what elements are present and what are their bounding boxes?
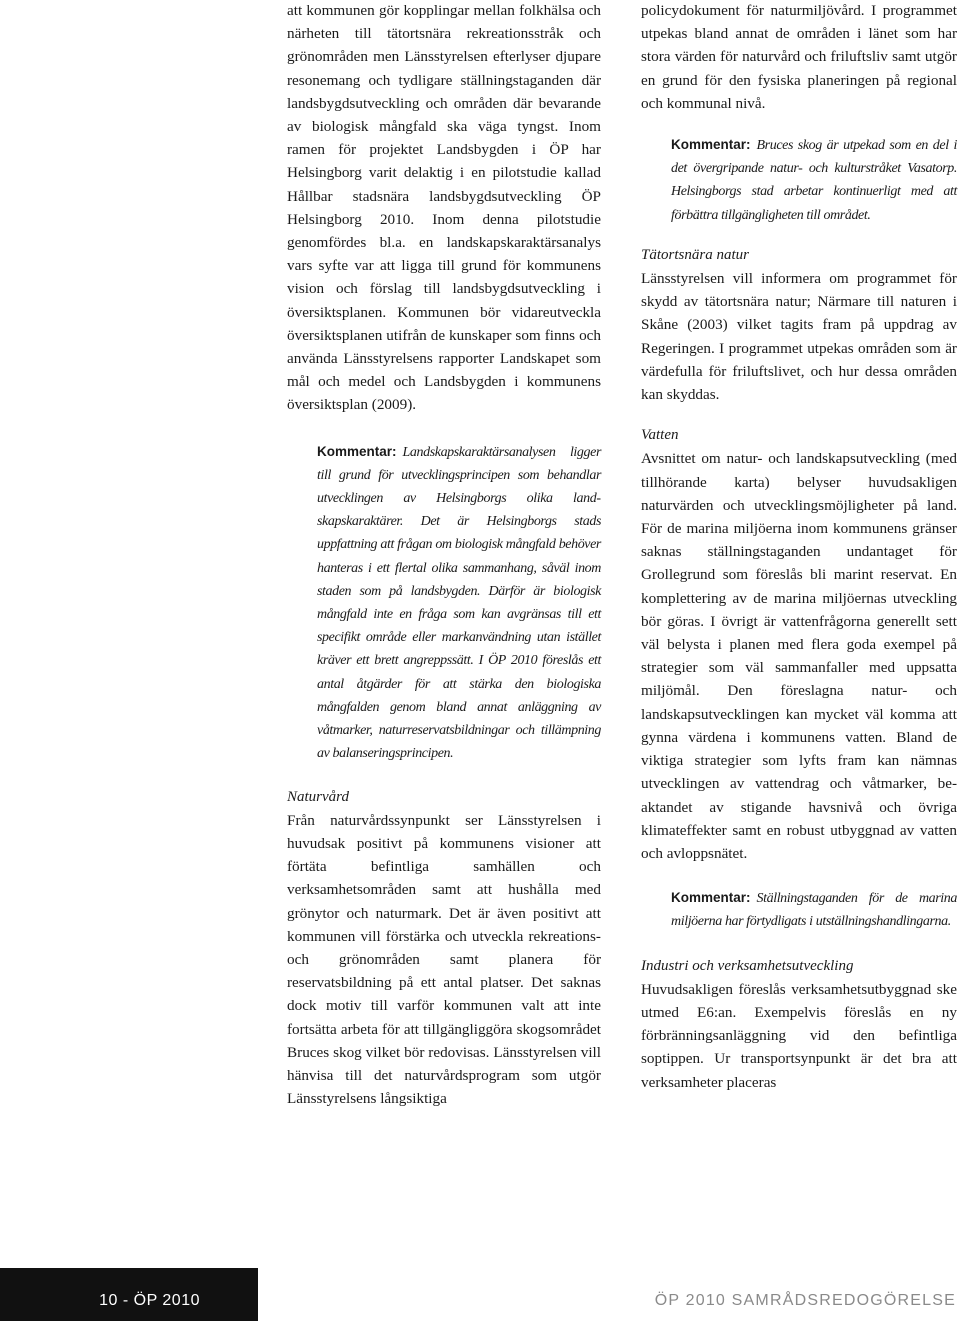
right-paragraph-4: Huvudsakligen föreslås verksamhetsutbyggnad ske utmed E6:an. Exempelvis föreslås en ny förbränningsanläggning vid den befintliga soptippen. Ur transportsynpunkt är det bra att verksamheter placeras	[641, 980, 957, 1091]
left-column	[287, 0, 601, 1110]
page-number-label: 10 - ÖP 2010	[99, 1292, 200, 1309]
left-paragraph-1: att kommunen gör kopplingar mellan folkhälsa och närheten till tätortsnära rekreationsstråk och grönområden men Länsstyrelsen efterlyser djupare resonemang och tydligare ställningstaganden där landsbygdsutveckling och områden där bevarande av biologisk mångfald ska väga tyngst. Inom ramen för projektet Landsbygden i ÖP har Helsingborg varit delaktig i en pilotstudie kallad Hållbar stadsnära landsbygdsutveckling ÖP Helsingborg 2010. Inom denna pilotstudie genomfördes bl.a. en landskapskaraktärsanalys vars syfte var att ligga till grund för kommunens vision och förslag till landsbygdsutveckling i översiktsplanen. Kommunen bör vidareutveckla översiktsplanen utifrån de kunskaper som finns och använda Länsstyrelsens rapporter Landskapet som mål och medel och Landsbygden i kommunens översiktsplan (2009).	[287, 2, 601, 414]
comment-text: Ställningstaganden för de marina miljöerna har förtydligats i utställningshandlingarna.	[671, 891, 957, 930]
page-number-box	[0, 1268, 258, 1321]
page-footer	[0, 1268, 960, 1321]
comment-text: Bruces skog är utpekad som en del i det övergripande natur- och kulturstråket Vasatorp. Helsingborgs stad arbetar kontinuerligt med att förbättra tillgängligheten till området.	[671, 138, 957, 223]
heading-tatortsnara-natur: Tätortsnära natur	[641, 246, 749, 263]
comment-text: Landskapskaraktärsanalysen ligger till grund för utvecklingsprincipen som behandlar utvecklingen av Helsingborgs olika landskapskaraktärer. Det är Helsingborgs stads uppfattning att frågan om biologisk mångfald behöver hanteras i ett flertal olika sammanhang, såväl inom staden som på landsbygden. Därför är biologisk mångfald inte en fråga som kan avgränsas till ett specifikt område eller markanvändning utan istället kräver ett brett angreppssätt. I ÖP 2010 föreslås ett antal åtgärder för att stärka den biologiska mångfalden genom bland annat anläggning av våtmarker, naturreservatsbildningar och tillämpning av balanseringsprincipen.	[317, 444, 601, 762]
heading-vatten: Vatten	[641, 427, 679, 444]
right-comment-2	[671, 886, 957, 933]
comment-label: Kommentar:	[317, 443, 397, 459]
heading-industri: Industri och verksamhetsutveckling	[641, 957, 854, 974]
right-column	[641, 0, 957, 1094]
left-comment-1	[317, 440, 601, 766]
comment-label: Kommentar:	[671, 890, 751, 906]
document-title: ÖP 2010 SAMRÅDSREDOGÖRELSE	[654, 1292, 956, 1309]
right-paragraph-1: policydokument för naturmiljövård. I programmet utpekas bland annat de områden i länet som har stora värden för naturvård och friluftsliv samt utgör en grund för den fysiska planeringen på regional och kommunal nivå.	[641, 2, 957, 112]
comment-label: Kommentar:	[671, 137, 751, 153]
right-paragraph-2: Länsstyrelsen vill informera om programmet för skydd av tätortsnära natur; Närmare till naturen i Skåne (2003) vilket tagits fram på uppdrag av Regeringen. I programmet utpekas områden som är värdefulla för friluftslivet, och hur dessa områden kan skyddas.	[641, 270, 957, 404]
heading-naturvard: Naturvård	[287, 788, 349, 805]
right-comment-1	[671, 133, 957, 227]
left-paragraph-2: Från naturvårdssynpunkt ser Länsstyrelsen i huvudsak positivt på kommunens visioner att förtäta befintliga samhällen och verksamhetsområden samt att hushålla med grönytor och naturmark. Det är även positivt att kommunen vill förstärka och utveckla rekreations- och grönområden samt planera för reservatsbildning på ett antal platser. Det saknas dock motiv till varför kommunen valt att inte fortsätta arbeta för att tillgängliggöra skogsområdet Bruces skog vilket bör redovisas. Länsstyrelsen vill hänvisa till det naturvårdsprogram som utgör Länsstyrelsens långsiktiga	[287, 811, 601, 1108]
right-paragraph-3: Avsnittet om natur- och landskapsutveckling (med tillhörande karta) belyser huvudsakligen naturvärden och utvecklingsmöjligheter på land. För de marina miljöerna inom kommunens gränser saknas ställningstaganden undantaget för Grollegrund som föreslås bli marint reservat. En komplettering av de marina miljöernas utveckling bör göras. I övrigt är vattenfrågorna generellt sett väl belysta i planen med flera goda exempel på strategier som väl sammanfaller med uppsatta miljömål. Den föreslagna natur- och landskapsutvecklingen kan mycket väl komma att gynna värdena i kommunens vatten. Bland de viktiga strategier som lyfts fram kan nämnas utvecklingen av vattendrag och våtmarker, beaktandet av stigande havsnivå och övriga klimateffekter samt en robust utbyggnad av vatten och avloppsnätet.	[641, 450, 957, 862]
